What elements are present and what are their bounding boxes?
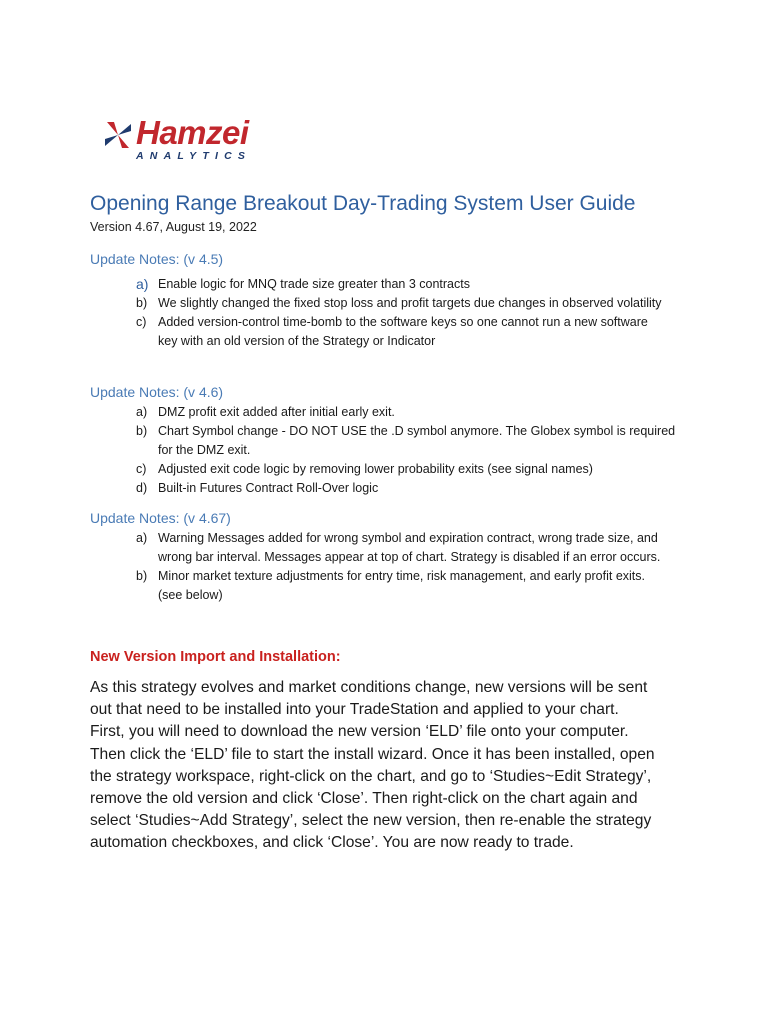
paragraph-line: the strategy workspace, right-click on the chart, and go to ‘Studies~Edit Strategy’, xyxy=(90,767,652,785)
list-item xyxy=(90,294,690,313)
list-marker: b) xyxy=(136,296,148,310)
list-marker: a) xyxy=(136,531,148,545)
install-heading: New Version Import and Installation: xyxy=(90,649,341,665)
list-item-text: for the DMZ exit. xyxy=(158,443,251,457)
list-marker: b) xyxy=(136,424,148,438)
section-heading-v467: Update Notes: (v 4.67) xyxy=(90,510,231,526)
update-list-v46 xyxy=(90,403,690,498)
list-item-text: Chart Symbol change - DO NOT USE the .D symbol anymore. The Globex symbol is required xyxy=(158,424,676,438)
list-item-text: (see below) xyxy=(158,588,223,602)
document-title: Opening Range Breakout Day-Trading System User Guide xyxy=(90,192,636,215)
list-marker: c) xyxy=(136,315,147,329)
list-item-text: Minor market texture adjustments for entry time, risk management, and early profit exits. xyxy=(158,569,645,583)
paragraph-line: Then click the ‘ELD’ file to start the install wizard. Once it has been installed, open xyxy=(90,745,655,763)
list-item xyxy=(90,460,690,479)
list-item xyxy=(90,529,690,567)
list-item-text: key with an old version of the Strategy or Indicator xyxy=(158,334,436,348)
list-item xyxy=(90,403,690,422)
list-item xyxy=(90,479,690,498)
install-paragraph xyxy=(90,677,690,855)
company-logo xyxy=(103,116,273,166)
list-item xyxy=(90,422,690,460)
list-item xyxy=(90,313,690,351)
list-item-text: wrong bar interval. Messages appear at top of chart. Strategy is disabled if an error occurs. xyxy=(158,550,661,564)
list-item-text: We slightly changed the fixed stop loss and profit targets due changes in observed volatility xyxy=(158,296,662,310)
list-item-text: Adjusted exit code logic by removing lower probability exits (see signal names) xyxy=(158,462,593,476)
update-list-v45 xyxy=(90,275,690,351)
list-marker: b) xyxy=(136,569,148,583)
list-marker: d) xyxy=(136,481,148,495)
update-list-v467 xyxy=(90,529,690,605)
paragraph-line: automation checkboxes, and click ‘Close’. You are now ready to trade. xyxy=(90,834,574,852)
paragraph-line: select ‘Studies~Add Strategy’, select the new version, then re-enable the strategy xyxy=(90,812,652,830)
logo-mark-icon xyxy=(103,120,133,150)
section-heading-v45: Update Notes: (v 4.5) xyxy=(90,251,224,267)
paragraph-line: As this strategy evolves and market conditions change, new versions will be sent xyxy=(90,679,648,696)
list-item xyxy=(90,275,690,294)
list-item-text: Built-in Futures Contract Roll-Over logic xyxy=(158,481,379,495)
document-version: Version 4.67, August 19, 2022 xyxy=(90,220,257,234)
paragraph-line: remove the old version and click ‘Close’. Then right-click on the chart again and xyxy=(90,790,638,808)
list-item xyxy=(90,567,690,605)
section-heading-v46: Update Notes: (v 4.6) xyxy=(90,384,224,400)
logo-subtitle: ANALYTICS xyxy=(136,150,252,162)
list-item-text: Warning Messages added for wrong symbol and expiration contract, wrong trade size, and xyxy=(158,531,658,545)
list-item-text: Enable logic for MNQ trade size greater than 3 contracts xyxy=(158,277,470,291)
paragraph-line: out that need to be installed into your TradeStation and applied to your chart. xyxy=(90,701,619,719)
list-marker: a) xyxy=(136,405,148,419)
logo-wordmark: Hamzei xyxy=(136,114,249,151)
list-marker: c) xyxy=(136,462,147,476)
list-item-text: DMZ profit exit added after initial early exit. xyxy=(158,405,395,419)
paragraph-line: First, you will need to download the new version ‘ELD’ file onto your computer. xyxy=(90,723,629,741)
list-item-text: Added version-control time-bomb to the software keys so one cannot run a new software xyxy=(158,315,648,329)
list-marker: a) xyxy=(136,276,149,292)
